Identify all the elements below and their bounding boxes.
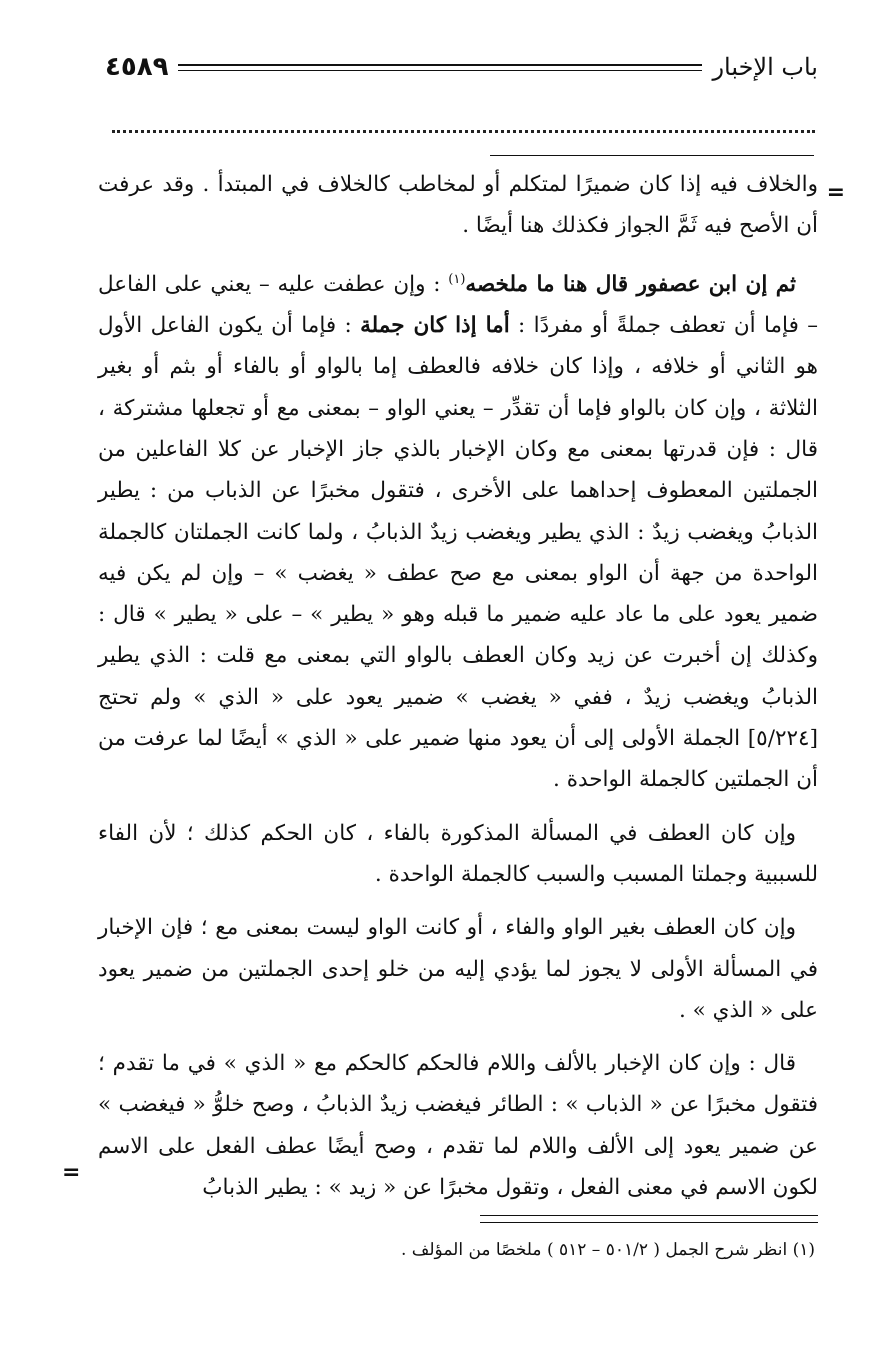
- paragraph-5: [98, 1043, 818, 1208]
- footnote: (١) انظر شرح الجمل ( ٥٠١/٢ – ٥١٢ ) ملخصًا من المؤلف .: [400, 1240, 815, 1260]
- paragraph-2: [98, 259, 818, 801]
- paragraph-2-text-a: : وإن عطفت عليه – يعني على الفاعل – فإما أن تعطف جملةً أو مفردًا :: [98, 271, 818, 339]
- paragraph-4-text: وإن كان العطف بغير الواو والفاء ، أو كانت الواو ليست بمعنى مع ؛ فإن الإخبار في المسألة الأولى لا يجوز لما يؤدي إليه من خلو إحدى الجملتين من ضمير يعود على « الذي » .: [98, 915, 818, 1023]
- continued-footnote-rule: [490, 155, 814, 156]
- paragraph-4: [98, 907, 818, 1031]
- chapter-title: باب الإخبار: [712, 53, 818, 81]
- paragraph-3-text: وإن كان العطف في المسألة المذكورة بالفاء ، كان الحكم كذلك ؛ لأن الفاء للسببية وجملتا المسبب والسبب كالجملة الواحدة .: [98, 820, 818, 887]
- main-text: [98, 164, 818, 1220]
- continuation-mark-top: =: [826, 180, 845, 205]
- running-header: [105, 45, 818, 89]
- footnote-rule: [480, 1215, 818, 1216]
- header-rule: [178, 64, 702, 66]
- paragraph-1: [98, 164, 818, 247]
- paragraph-1-text: والخلاف فيه إذا كان ضميرًا لمتكلم أو لمخاطب كالخلاف في المبتدأ . وقد عرفت أن الأصح فيه ثَمَّ الجواز فكذلك هنا أيضًا .: [98, 172, 818, 239]
- footnote-ref: (١): [448, 271, 466, 287]
- continuation-mark-bottom: =: [62, 1160, 81, 1185]
- paragraph-5-text: قال : وإن كان الإخبار بالألف واللام فالحكم كالحكم مع « الذي » في ما تقدم ؛ فتقول مخبرًا عن « الذباب » : الطائر فيغضب زيدٌ الذبابُ ، وصح خلوُّ « فيغضب » عن ضمير يعود إلى الألف واللام لما تقدم ، وصح أيضًا عطف الفعل على الاسم لكون الاسم في معنى الفعل ، وتقول مخبرًا عن « زيد » : يطير الذبابُ: [98, 1051, 818, 1200]
- footnote-rule-secondary: [480, 1222, 818, 1223]
- paragraph-3: [98, 813, 818, 896]
- paragraph-2-text-b: : فإما أن يكون الفاعل الأول هو الثاني أو خلافه ، وإذا كان خلافه فالعطف إما بالواو أو بالفاء أو بثم أو بغير الثلاثة ، وإن كان بالواو فإما أن تقدِّر – يعني الواو – بمعنى مع أو تجعلها مشتركة ، قال : فإن قدرتها بمعنى مع وكان الإخبار بالذي جاز الإخبار عن كلا الفاعلين من الجملتين المعطوف إحداهما على الأخرى ، فتقول مخبرًا عن الذباب من : يطير الذبابُ ويغضب زيدٌ : الذي يطير ويغضب زيدٌ الذبابُ ، ولما كانت الجملتان كالجملة الواحدة من جهة أن الواو بمعنى مع صح عطف « يغضب » – وإن لم يكن فيه ضمير يعود على ما عاد عليه ضمير ما قبله وهو « يطير » – على « يطير » قال : وكذلك إن أخبرت عن زيد وكان العطف بالواو التي بمعنى مع قلت : الذي يطير الذبابُ ويغضب زيدٌ ، ففي « يغضب » ضمير يعود على « الذي » ولم تحتج [٥/٢٢٤] الجملة الأولى إلى أن يعود منها ضمير على « الذي » أيضًا لما عرفت من أن الجملتين كالجملة الواحدة .: [98, 313, 818, 793]
- paragraph-2-bold: ثم إن ابن عصفور قال هنا ما ملخصه: [465, 271, 796, 297]
- dotted-separator: [112, 130, 815, 133]
- paragraph-2-bold-2: أما إذا كان جملة: [360, 313, 510, 339]
- page-number: ٤٥٨٩: [105, 52, 169, 82]
